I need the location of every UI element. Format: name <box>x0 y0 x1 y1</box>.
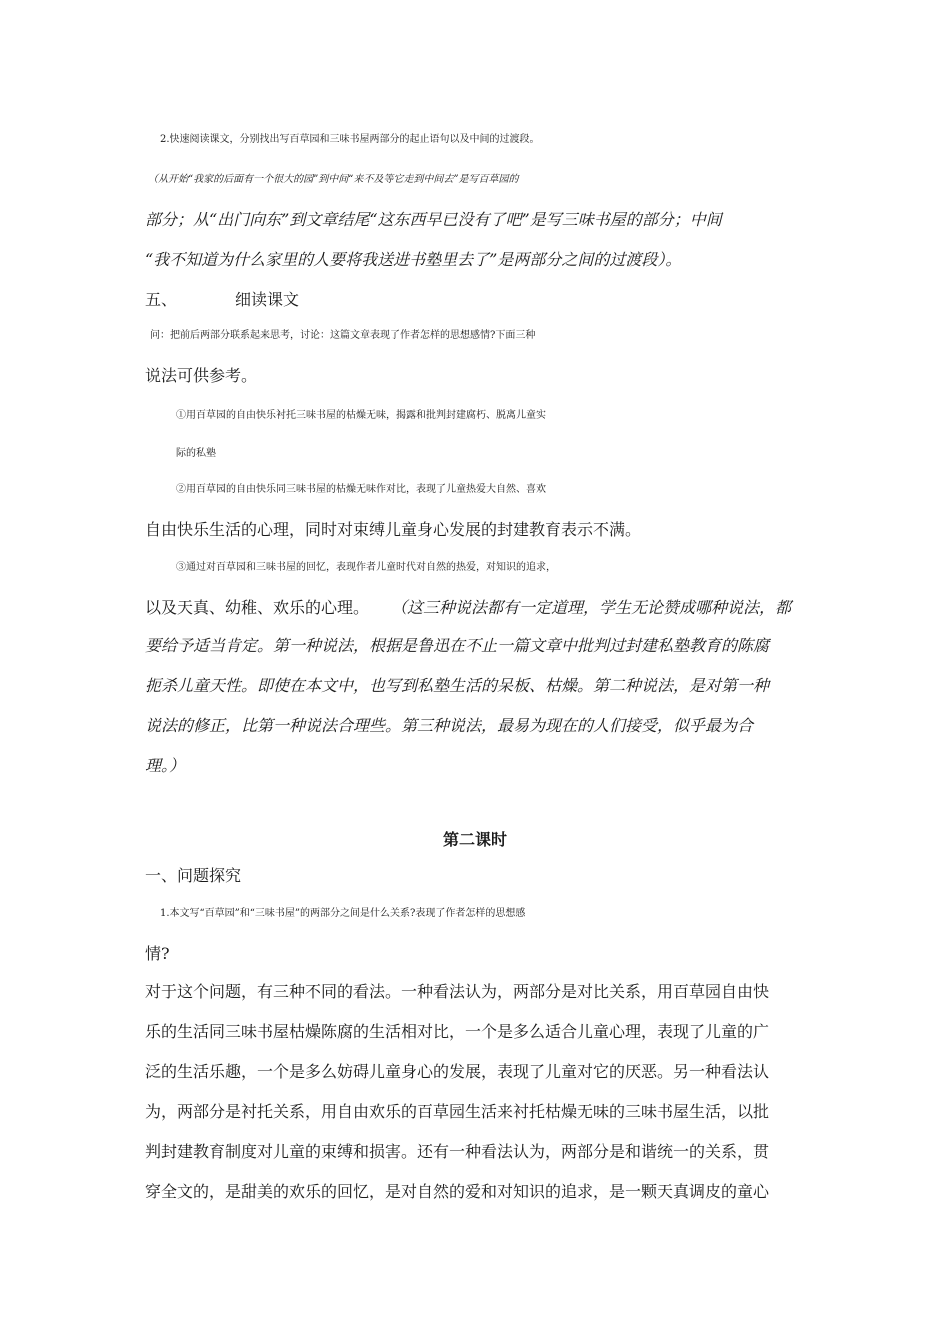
teacher-note-start: （这三种说法都有一定道理，学生无论赞成哪种说法，都 <box>391 598 792 617</box>
paragraph-line-3: 泛的生活乐趣，一个是多么妨碍儿童身心的发展，表现了儿童对它的厌恶。另一种看法认 <box>145 1062 770 1081</box>
paragraph-line-5: 判封建教育制度对儿童的束缚和损害。还有一种看法认为，两部分是和谐统一的关系，贯 <box>145 1142 770 1161</box>
answer-2-line-1: （从开始“我家的后面有一个很大的园”到中间“来不及等它走到中间去”是写百草园的 <box>148 174 519 185</box>
question-1-line-2: 情? <box>145 944 170 963</box>
section-5-number: 五、 <box>145 290 178 309</box>
section-5-heading <box>145 288 825 312</box>
problem-inquiry-heading: 一、问题探究 <box>145 866 242 885</box>
option-1-line-2: 际的私塾 <box>176 448 216 459</box>
teacher-note-line-1: 要给予适当肯定。第一种说法，根据是鲁迅在不止一篇文章中批判过封建私塾教育的陈腐 <box>145 636 770 655</box>
section-5-question-line-2: 说法可供参考。 <box>145 366 258 385</box>
option-3-line-1: ③通过对百草园和三味书屋的回忆，表现作者儿童时代对自然的热爱，对知识的追求， <box>176 562 556 573</box>
paragraph-line-1: 对于这个问题，有三种不同的看法。一种看法认为，两部分是对比关系，用百草园自由快 <box>145 982 770 1001</box>
paragraph-line-6: 穿全文的，是甜美的欢乐的回忆，是对自然的爱和对知识的追求，是一颗天真调皮的童心 <box>145 1182 770 1201</box>
option-2-line-1: ②用百草园的自由快乐同三味书屋的枯燥无味作对比，表现了儿童热爱大自然、喜欢 <box>176 484 546 495</box>
teacher-note-line-2: 扼杀儿童天性。即使在本文中，也写到私塾生活的呆板、枯燥。第二种说法，是对第一种 <box>145 676 770 695</box>
question-1-line-1: 1.本文写“百草园”和“三味书屋”的两部分之间是什么关系?表现了作者怎样的思想感 <box>160 908 526 919</box>
teacher-note-line-3: 说法的修正，比第一种说法合理些。第三种说法，最易为现在的人们接受，似乎最为合 <box>145 716 754 735</box>
section-5-title: 细读课文 <box>235 290 300 309</box>
section-5-question-line-1: 问：把前后两部分联系起来思考，讨论：这篇文章表现了作者怎样的思想感情?下面三种 <box>150 330 536 341</box>
answer-2-line-3: “我不知道为什么家里的人要将我送进书塾里去了”是两部分之间的过渡段）。 <box>145 250 682 269</box>
paragraph-line-2: 乐的生活同三味书屋枯燥陈腐的生活相对比，一个是多么适合儿童心理，表现了儿童的广 <box>145 1022 770 1041</box>
option-3-text: 以及天真、幼稚、欢乐的心理。 <box>145 598 370 617</box>
question-2: 2.快速阅读课文，分别找出写百草园和三味书屋两部分的起止语句以及中间的过渡段。 <box>160 134 540 145</box>
answer-2-line-2: 部分；从“出门向东”到文章结尾“这东西早已没有了吧”是写三味书屋的部分；中间 <box>145 210 722 229</box>
option-1-line-1: ①用百草园的自由快乐衬托三味书屋的枯燥无味，揭露和批判封建腐朽、脱离儿童实 <box>176 410 546 421</box>
option-3-line-2 <box>145 596 825 620</box>
teacher-note-line-4: 理。） <box>145 756 186 775</box>
option-2-line-2: 自由快乐生活的心理，同时对束缚儿童身心发展的封建教育表示不满。 <box>145 520 642 539</box>
lesson-2-heading: 第二课时 <box>442 830 507 849</box>
paragraph-line-4: 为，两部分是衬托关系，用自由欢乐的百草园生活来衬托枯燥无味的三味书屋生活，以批 <box>145 1102 770 1121</box>
